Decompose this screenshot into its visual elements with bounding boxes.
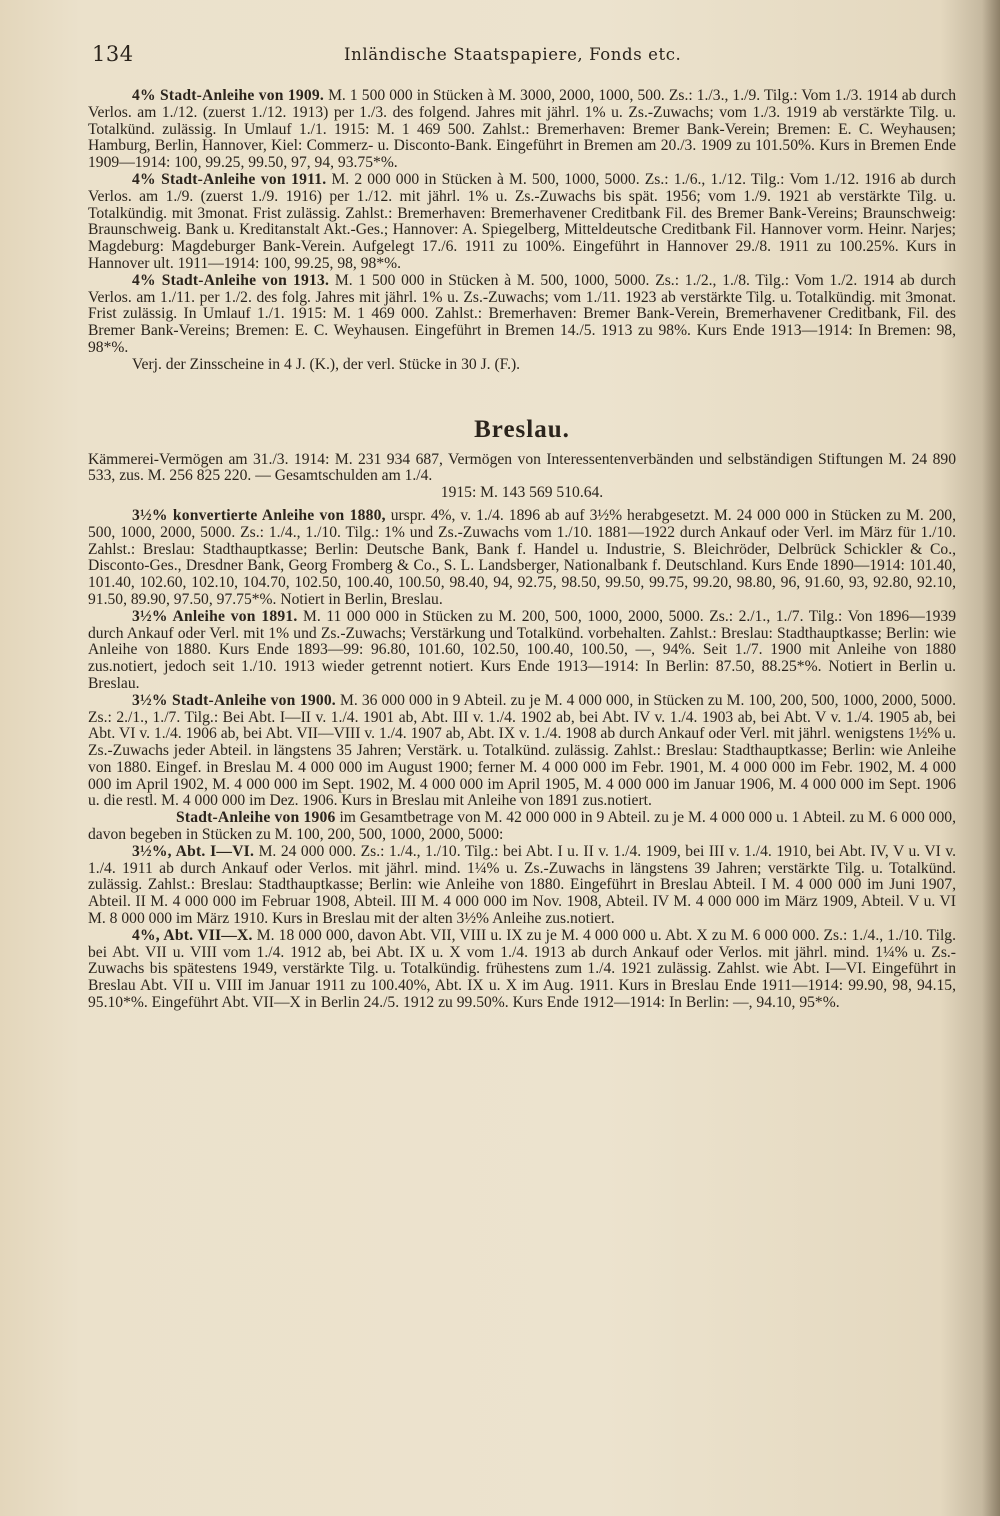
entry-text: M. 24 000 000. Zs.: 1./4., 1./10. Tilg.: bei Abt. I u. II v. 1./4. 1909, bei III v. 1./4. 1910, bei Abt. IV, V u. VI v. 1./4. 1911 ab durch Ankauf oder Verlos. mit jährl. mind. 1¼% u. Zs.-Zuwachs in längstens 39 Jahren; verstärkte Tilg. u. Totalkünd. zulässig. Zahlst.: Breslau: Stadthauptkasse; Berlin: wie Anleihe von 1880. Eingeführt in Breslau Abteil. I M. 4 000 000 im Juni 1907, Abteil. II M. 4 000 000 im Februar 1908, Abteil. III M. 4 000 000 im Nov. 1908, Abteil. IV M. 4 000 000 im März 1909, Abteil. V u. VI M. 8 000 000 im März 1910. Kurs in Breslau mit der alten 3½% Anleihe zus.notiert.: [88, 842, 957, 928]
entry-lead: 4% Stadt-Anleihe von 1913.: [132, 271, 330, 289]
page-number: 134: [92, 42, 134, 66]
entry-lead: 4% Stadt-Anleihe von 1909.: [132, 87, 324, 104]
entry-text: M. 11 000 000 in Stücken zu M. 200, 500, 1000, 2000, 5000. Zs.: 2./1., 1./7. Tilg.: Von 1896—1939 durch Ankauf oder Verl. mit 1% und Zs.-Zuwachs; Verstärkung und Totalkünd. vorbehalten. Zahlst.: Breslau: Stadthauptkasse; Berlin: wie Anleihe von 1880. Kurs Ende 1893—99: 96.80, 101.60, 102.50, 100.40, 100.50, —, 94%. Seit 1./7. 1900 mit Anleihe von 1880 zus.notiert, jedoch seit 1./10. 1913 wieder getrennt notiert. Kurs Ende 1913—1914: In Berlin: 87.50, 88.25*%. Notiert in Berlin u. Breslau.: [88, 607, 956, 692]
breslau-entry-1880: [88, 508, 956, 609]
breslau-intro-tail: 1915: M. 143 569 510.64.: [440, 484, 604, 502]
bremen-note: Verj. der Zinsscheine in 4 J. (K.), der verl. Stücke in 30 J. (F.).: [132, 355, 521, 373]
bremen-entry-1911: [88, 172, 956, 273]
breslau-entry-1900: [88, 693, 956, 811]
breslau-intro: Kämmerei-Vermögen am 31./3. 1914: M. 231 934 687, Vermögen von Interessentenverbänden und selbständigen Stiftungen M. 24 890 533, zus. M. 256 825 220. — Gesamtschulden am 1./4.: [88, 450, 956, 485]
page-header: [88, 38, 956, 78]
entry-text: M. 18 000 000, davon Abt. VII, VIII u. IX zu je M. 4 000 000 u. Abt. X zu M. 6 000 000. Zs.: 1./4., 1./10. Tilg. bei Abt. VII u. VIII vom 1./4. 1912 ab, bei Abt. IX u. X vom 1./4. 1913 ab durch Ankauf oder Verlos. mit jährl. mind. 1¼% u. Zs.-Zuwachs bis spätestens 1949, verstärkte Tilg. u. Totalkündig. frühestens zum 1./4. 1921 zulässig. Zahlst. wie Abt. I—VI. Eingeführt in Breslau Abt. VII u. VIII im Januar 1911 zu 100.40%, Abt. IX u. X im Aug. 1911. Kurs in Breslau Ende 1911—1914: 99.90, 98, 94.15, 95.10*%. Eingeführt Abt. VII—X in Berlin 24./5. 1912 zu 99.50%. Kurs Ende 1912—1914: In Berlin: —, 94.10, 95*%.: [88, 926, 956, 1012]
breslau-entry-1891: [88, 609, 956, 693]
entry-lead: 4%, Abt. VII—X.: [132, 926, 253, 944]
entry-lead: Stadt-Anleihe von 1906: [176, 809, 336, 827]
entry-lead: 3½%, Abt. I—VI.: [132, 842, 255, 860]
entry-text: M. 2 000 000 in Stücken à M. 500, 1000, 5000. Zs.: 1./6., 1./12. Tilg.: Vom 1./12. 1916 ab durch Verlos. am 1./9. (zuerst 1./9. 1916) per 1./12. mit jährl. 1% u. Zs.-Zuwachs bis spät. 1956; vom 1./9. 1921 ab verstärkte Tilg. u. Totalkündig. mit 3monat. Frist zulässig. Zahlst.: Bremerhaven: Bremerhavener Creditbank Fil. des Bremer Bank-Vereins; Braunschweig: Braunschweig. Bank u. Kreditanstalt Akt.-Ges.; Hannover: A. Spiegelberg, Mitteldeutsche Creditbank Fil. Hannover vorm. Heinr. Narjes; Magdeburg: Magdeburger Bank-Verein. Aufgelegt 17./6. 1911 zu 100%. Eingeführt in Hannover 29./8. 1911 zu 100.25%. Kurs in Hannover ult. 1911—1914: 100, 99.25, 98, 98*%.: [88, 170, 956, 272]
section-title: Breslau.: [474, 415, 570, 443]
running-head: Inländische Staatspapiere, Fonds etc.: [344, 45, 682, 64]
entry-lead: 4% Stadt-Anleihe von 1911.: [132, 170, 327, 188]
entry-text: M. 1 500 000 in Stücken à M. 500, 1000, 5000. Zs.: 1./2., 1./8. Tilg.: Vom 1./2. 1914 ab durch Verlos. am 1./11. per 1./2. des folg. Jahres mit jährl. 1% u. Zs.-Zuwachs; vom 1./11. 1923 ab verstärkte Tilg. u. Totalkündig. mit 3monat. Frist zulässig. In Umlauf 1./1. 1915: M. 1 469 000. Zahlst.: Bremerhaven: Bremer Bank-Verein, Bremerhavener Creditbank, Fil. des Bremer Bank-Vereins; Bremen: E. C. Weyhausen. Eingeführt in Bremen 14./5. 1913 zu 98%. Kurs Ende 1913—1914: In Bremen: 98, 98*%.: [88, 271, 956, 356]
breslau-section: [88, 416, 956, 1012]
entry-lead: 3½% konvertierte Anleihe von 1880,: [132, 506, 386, 524]
entry-text: M. 36 000 000 in 9 Abteil. zu je M. 4 000 000, in Stücken zu M. 100, 200, 500, 1000, 2000, 5000. Zs.: 2./1., 1./7. Tilg.: Bei Abt. I—II v. 1./4. 1901 ab, Abt. III v. 1./4. 1902 ab, bei Abt. IV v. 1./4. 1903 ab, bei Abt. V v. 1./4. 1905 ab, bei Abt. VI v. 1./4. 1906 ab, bei Abt. VII—VIII v. 1./4. 1907 ab, Abt. IX v. 1./4. 1908 ab durch Ankauf oder Verl. mit jährl. wenigstens 1½% u. Zs.-Zuwachs jeder Abteil. in längstens 35 Jahren; Verstärk. u. Totalkünd. zulässig. Zahlst.: Breslau: Stadthauptkasse; Berlin: wie Anleihe von 1880. Eingef. in Breslau M. 4 000 000 im August 1900; ferner M. 4 000 000 im Febr. 1901, M. 4 000 000 im Febr. 1902, M. 4 000 000 im April 1902, M. 4 000 000 im Sept. 1902, M. 4 000 000 im April 1905, M. 4 000 000 im Januar 1906, M. 4 000 000 im Sept. 1906 u. die restl. M. 4 000 000 im Dez. 1906. Kurs in Breslau mit Anleihe von 1891 zus.notiert.: [88, 691, 956, 810]
bremen-entry-1909: [88, 88, 956, 172]
entry-lead: 3½% Stadt-Anleihe von 1900.: [132, 691, 336, 709]
bremen-section: [88, 88, 956, 374]
entry-text: M. 1 500 000 in Stücken à M. 3000, 2000, 1000, 500. Zs.: 1./3., 1./9. Tilg.: Vom 1./3. 1914 ab durch Verlos. am 1./12. (zuerst 1./12. 1913) per 1./3. des folgend. Jahres mit jährl. 1% u. Zs.-Zuwachs; vom 1./3. 1919 ab verstärkte Tilg. u. Totalkünd. zulässig. In Umlauf 1./1. 1915: M. 1 469 500. Zahlst.: Bremerhaven: Bremer Bank-Verein; Bremen: E. C. Weyhausen; Hamburg, Berlin, Hannover, Kiel: Commerz- u. Disconto-Bank. Eingeführt in Bremen am 20./3. 1909 zu 101.50%. Kurs in Bremen Ende 1909—1914: 100, 99.25, 99.50, 97, 94, 93.75*%.: [88, 87, 956, 172]
entry-text: im Gesamtbetrage von M. 42 000 000 in 9 Abteil. zu je M. 4 000 000 u. 1 Abteil. zu M. 6 000 000, davon begeben in Stücken zu M. 100, 200, 500, 1000, 2000, 5000:: [88, 809, 956, 844]
breslau-entry-1906-abt-1-6: [88, 844, 956, 928]
entry-text: urspr. 4%, v. 1./4. 1896 ab auf 3½% herabgesetzt. M. 24 000 000 in Stücken zu M. 200, 500, 1000, 2000, 5000. Zs.: 1./4., 1./10. Tilg.: 1% und Zs.-Zuwachs vom 1./10. 1881—1922 durch Ankauf oder Verl. im März für 1./10. Zahlst.: Breslau: Stadthauptkasse; Berlin: Deutsche Bank, Bank f. Handel u. Industrie, S. Bleichröder, Delbrück Schickler & Co., Disconto-Ges., Dresdner Bank, Georg Fromberg & Co., S. L. Landsberger, Nationalbank f. Deutschland. Kurs Ende 1890—1914: 101.40, 101.40, 102.60, 102.10, 104.70, 102.50, 100.40, 100.50, 98.40, 94, 92.75, 98.50, 99.50, 99.75, 99.20, 98.80, 96, 91.60, 93, 92.80, 92.10, 91.50, 89.90, 97.50, 97.75*%. Notiert in Berlin, Breslau.: [88, 506, 956, 608]
bremen-entry-1913: [88, 273, 956, 357]
section-gap: [88, 374, 956, 416]
breslau-entry-1906: [88, 810, 956, 844]
page-edge-shadow: [982, 0, 1000, 1516]
breslau-entry-1906-abt-7-10: [88, 928, 956, 1012]
entry-lead: 3½% Anleihe von 1891.: [132, 607, 298, 625]
